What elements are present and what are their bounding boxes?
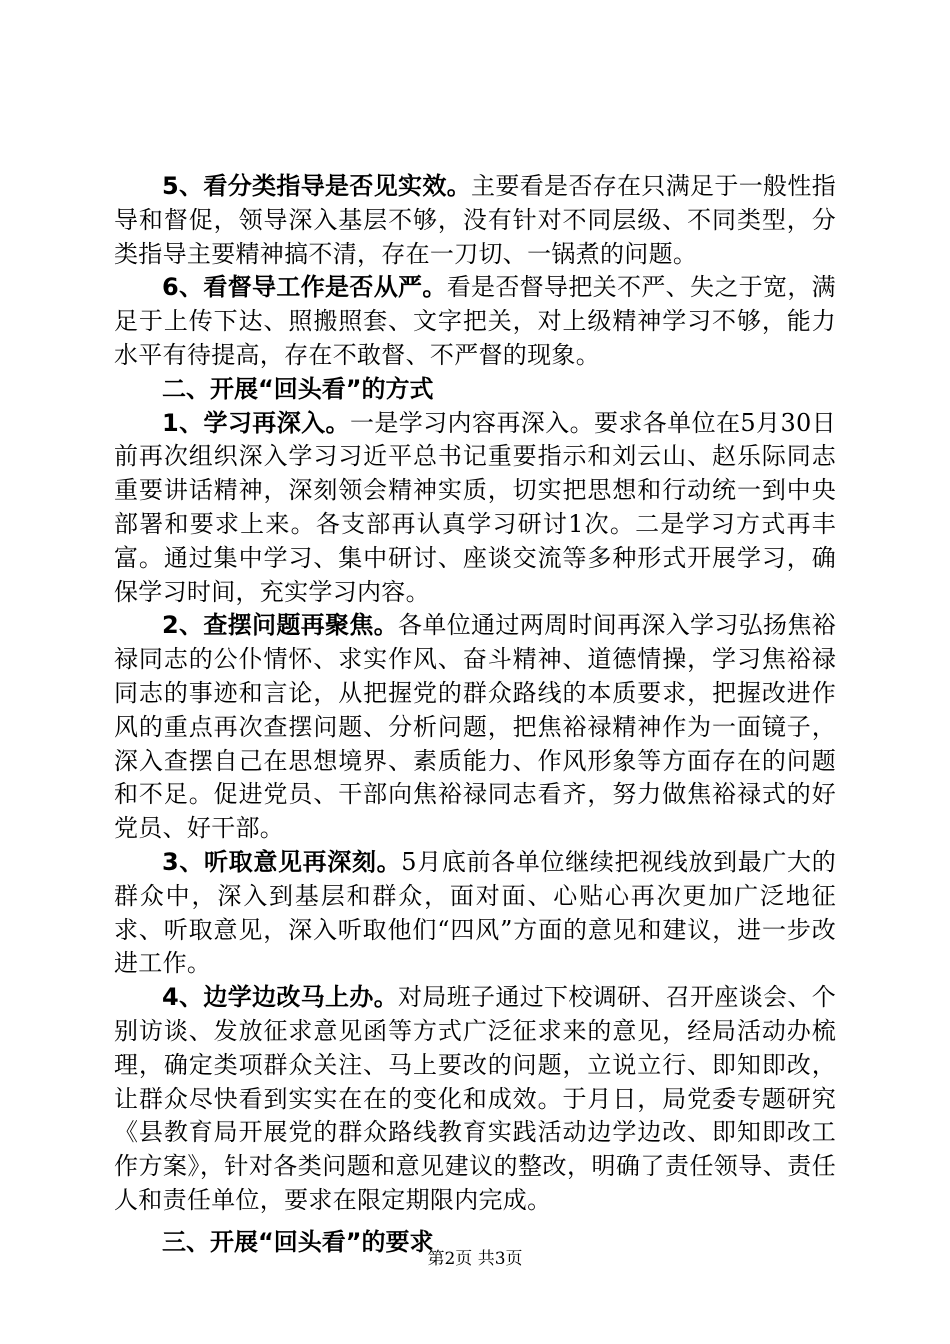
- paragraph-text: 对局班子通过下校调研、召开座谈会、个别访谈、发放征求意见函等方式广泛征求来的意见，经局活动办梳理，确定类项群众关注、马上要改的问题，立说立行、即知即改，让群众尽快看到实实在在的变化和成效。于月日，局党委专题研究《县教育局开展党的群众路线教育实践活动边学边改、即知即改工作方案》，针对各类问题和意见建议的整改，明确了责任领导、责任人和责任单位，要求在限定期限内完成。: [114, 983, 836, 1214]
- paragraph-5: [114, 170, 836, 271]
- paragraph-text: 主要看是否存在只满足于一般性指导和督促，领导深入基层不够，没有针对不同层级、不同类型，分类指导主要精神搞不清，存在一刀切、一锅煮的问题。: [114, 172, 836, 268]
- paragraph-text: 一是学习内容再深入。要求各单位在5月30日前再次组织深入学习习近平总书记重要指示和刘云山、赵乐际同志重要讲话精神，深刻领会精神实质，切实把思想和行动统一到中央部署和要求上来。各支部再认真学习研讨1次。二是学习方式再丰富。通过集中学习、集中研讨、座谈交流等多种形式开展学习，确保学习时间，充实学习内容。: [114, 408, 837, 606]
- paragraph-lead: 2、查摆问题再聚焦。: [162, 611, 399, 640]
- section-heading-2: 二、开展“回头看”的方式: [162, 374, 434, 403]
- document-body: [114, 170, 836, 1260]
- paragraph-lead: 6、看督导工作是否从严。: [162, 273, 447, 302]
- page-footer: 第2页 共3页: [427, 1249, 523, 1269]
- paragraph-text: 5月底前各单位继续把视线放到最广大的群众中，深入到基层和群众，面对面、心贴心再次更加广泛地征求、听取意见，深入听取他们“四风”方面的意见和建议，进一步改进工作。: [114, 847, 836, 978]
- paragraph-lead: 5、看分类指导是否见实效。: [162, 172, 472, 200]
- paragraph-2: [114, 609, 836, 846]
- paragraph-4: [114, 981, 836, 1218]
- paragraph-lead: 1、学习再深入。: [162, 408, 350, 437]
- paragraph-1: [114, 407, 836, 610]
- paragraph-lead: 3、听取意见再深刻。: [162, 847, 402, 876]
- paragraph-6: [114, 271, 836, 372]
- paragraph-text: 看是否督导把关不严、失之于宽，满足于上传下达、照搬照套、文字把关，对上级精神学习不够，能力水平有待提高，存在不敢督、不严督的现象。: [114, 273, 836, 369]
- paragraph-3: [114, 846, 836, 981]
- section-heading-3: 三、开展“回头看”的要求: [162, 1227, 434, 1256]
- paragraph-lead: 4、边学边改马上办。: [162, 983, 399, 1012]
- paragraph-text: 各单位通过两周时间再深入学习弘扬焦裕禄同志的公仆情怀、求实作风、奋斗精神、道德情操，学习焦裕禄同志的事迹和言论，从把握党的群众路线的本质要求，把握改进作风的重点再次查摆问题、分析问题，把焦裕禄精神作为一面镜子，深入查摆自己在思想境界、素质能力、作风形象等方面存在的问题和不足。促进党员、干部向焦裕禄同志看齐，努力做焦裕禄式的好党员、好干部。: [114, 611, 836, 843]
